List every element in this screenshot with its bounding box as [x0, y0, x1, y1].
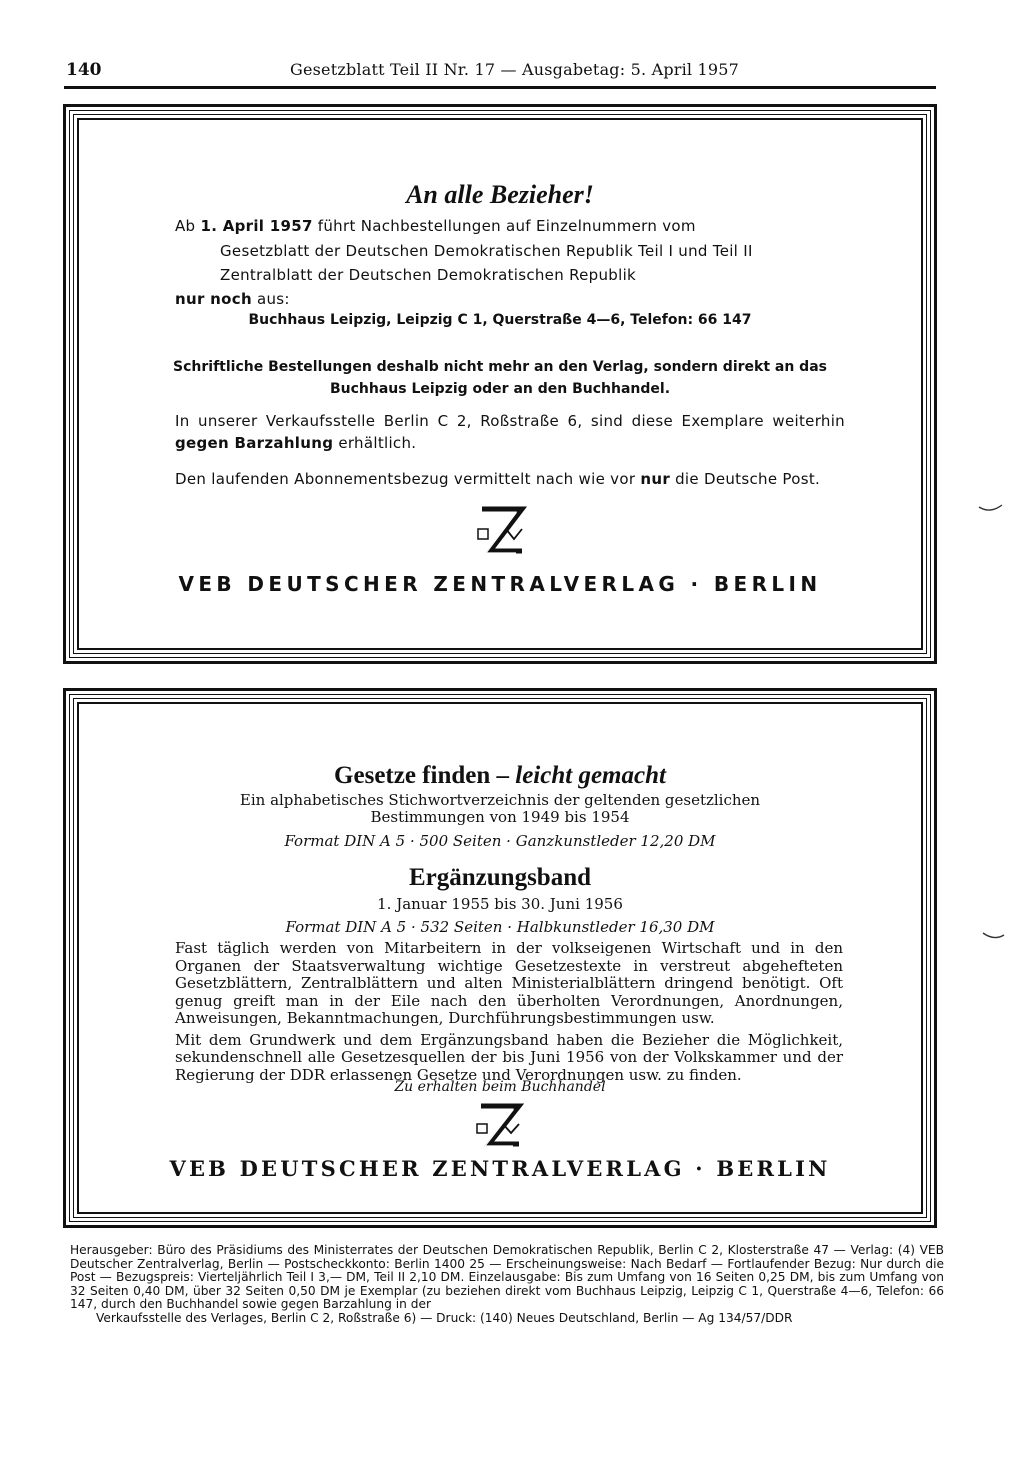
subscription-paragraph: Den laufenden Abonnementsbezug vermittelt nach wie vor nur die Deutsche Post. [175, 470, 821, 488]
notice-line-4: nur noch aus: [175, 290, 290, 308]
body-paragraph-2: Mit dem Grundwerk und dem Ergänzungsband haben die Bezieher die Möglichkeit, sekundenschnell alle Gesetzesquellen der bis Juni 1956 von der Volkskammer und der Regierung der DDR erlassenen Gesetze und Verordnungen usw. zu finden. [175, 1030, 843, 1084]
book-description: Ein alphabetisches Stichwortverzeichnis der geltenden gesetzlichen Bestimmungen von 1949 bis 1954 [239, 791, 761, 826]
notice-line-3: Zentralblatt der Deutschen Demokratischen Republik [220, 266, 637, 284]
notice-title: An alle Bezieher! [406, 180, 594, 209]
body-paragraph-1: Fast täglich werden von Mitarbeitern in der volkseigenen Wirtschaft und in den Organen der Staatsverwaltung wichtige Gesetzestexte in verstreut abgehefteten Gesetzblättern, Zentralblättern und alten Ministerialblättern dringend benötigt. Oft genug greift man in der Eile nach den überholten Verordnungen, Anordnungen, Anweisungen, Bekanntmachungen, Durchführungsbestimmungen usw. [175, 939, 843, 1027]
notice-box-law-index [63, 688, 937, 1228]
book-body-text [175, 940, 843, 1088]
publisher-banner: VEB DEUTSCHER ZENTRALVERLAG · BERLIN [178, 572, 822, 596]
book-format-supplement: Format DIN A 5 · 532 Seiten · Halbkunstleder 16,30 DM [285, 918, 715, 936]
availability-note: Zu erhalten beim Buchhandel [394, 1079, 606, 1095]
supplement-title: Ergänzungsband [408, 864, 592, 891]
notice-line-2: Gesetzblatt der Deutschen Demokratischen Republik Teil I und Teil II [220, 242, 753, 260]
book-format-main: Format DIN A 5 · 500 Seiten · Ganzkunstleder 12,20 DM [284, 832, 716, 850]
margin-mark [978, 502, 1004, 514]
supplement-date-range: 1. Januar 1955 bis 30. Juni 1956 [377, 895, 623, 913]
book-title: Gesetze finden – leicht gemacht [334, 762, 666, 789]
order-instruction: Schriftliche Bestellungen deshalb nicht mehr an den Verlag, sondern direkt an das Buchhaus Leipzig oder an den Buchhandel. [173, 359, 827, 397]
imprint-footer [70, 1244, 944, 1326]
margin-mark [982, 930, 1006, 942]
imprint-text: Herausgeber: Büro des Präsidiums des Ministerrates der Deutschen Demokratischen Republik, Berlin C 2, Klosterstraße 47 — Verlag: (4) VEB Deutscher Zentralverlag, Berlin — Postscheckkonto: Berlin 1400 25 — Erscheinungsweise: Nach Bedarf — Fortlaufender Bezug: Nur durch die Post — Bezugspreis: Vierteljährlich Teil I 3,— DM, Teil II 2,10 DM. Einzelausgabe: Bis zum Umfang von 16 Seiten 0,25 DM, bis zum Umfang von 32 Seiten 0,40 DM, über 32 Seiten 0,50 DM je Exemplar (zu beziehen direkt vom Buchhaus Leipzig, Leipzig C 1, Querstraße 4—6, Telefon: 66 147, durch den Buchhandel sowie gegen Barzahlung in der [70, 1243, 944, 1312]
imprint-last-line: Verkaufsstelle des Verlages, Berlin C 2, Roßstraße 6) — Druck: (140) Neues Deutschland, Berlin — Ag 134/57/DDR [96, 1310, 793, 1325]
notice-line-1: Ab 1. April 1957 führt Nachbestellungen auf Einzelnummern vom [175, 217, 696, 235]
header-rule [64, 86, 936, 89]
publisher-logo-icon [476, 505, 528, 561]
publisher-banner: VEB DEUTSCHER ZENTRALVERLAG · BERLIN [169, 1156, 831, 1181]
publisher-logo-icon [475, 1102, 525, 1152]
page-number: 140 [66, 60, 102, 80]
notice-box-subscribers [63, 104, 937, 664]
bookshop-address: Buchhaus Leipzig, Leipzig C 1, Querstraße 4—6, Telefon: 66 147 [248, 312, 752, 328]
sales-point-paragraph: In unserer Verkaufsstelle Berlin C 2, Roßstraße 6, sind diese Exemplare weiterhin gegen Barzahlung erhältlich. [175, 412, 845, 452]
page-header-title: Gesetzblatt Teil II Nr. 17 — Ausgabetag: 5. April 1957 [290, 60, 740, 79]
